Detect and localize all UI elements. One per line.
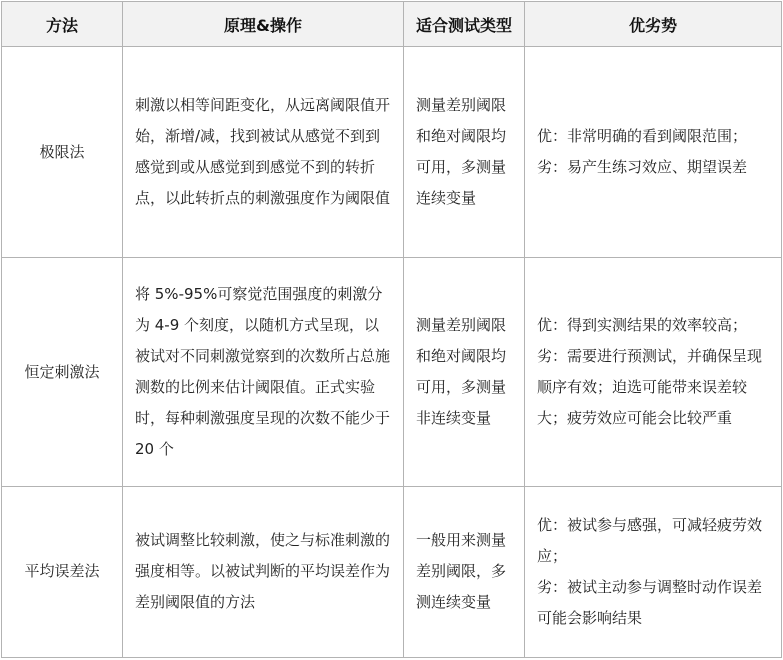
cons-text: 劣：被试主动参与调整时动作误差可能会影响结果 bbox=[537, 577, 763, 627]
principle-cell: 将 5%-95%可察觉范围强度的刺激分为 4-9 个刻度，以随机方式呈现，以被试对不同刺激觉察到的次数所占总施测数的比例来估计阈限值。正式实验时，每种刺激强度呈现的次数不能少于 20 个 bbox=[123, 258, 404, 486]
header-test-type: 适合测试类型 bbox=[404, 2, 525, 47]
method-cell: 极限法 bbox=[2, 47, 123, 258]
header-method: 方法 bbox=[2, 2, 123, 47]
pros-text: 优：被试参与感强，可减轻疲劳效应； bbox=[537, 515, 763, 565]
cons-text: 劣：需要进行预测试，并确保呈现顺序有效；迫选可能带来误差较大；疲劳效应可能会比较严重 bbox=[537, 347, 763, 428]
pros-cons-cell bbox=[525, 47, 782, 258]
pros-cons-cell bbox=[525, 486, 782, 657]
header-principle: 原理&操作 bbox=[123, 2, 404, 47]
method-cell: 恒定刺激法 bbox=[2, 258, 123, 486]
pros-text: 优：非常明确的看到阈限范围； bbox=[537, 127, 748, 146]
comparison-table bbox=[1, 1, 782, 658]
test-type-cell: 测量差别阈限和绝对阈限均可用，多测量连续变量 bbox=[404, 47, 525, 258]
table-row bbox=[2, 47, 782, 258]
header-pros-cons: 优劣势 bbox=[525, 2, 782, 47]
pros-text: 优：得到实测结果的效率较高； bbox=[537, 316, 748, 335]
principle-cell: 刺激以相等间距变化，从远离阈限值开始，渐增/减，找到被试从感觉不到到感觉到或从感觉到到感觉不到的转折点，以此转折点的刺激强度作为阈限值 bbox=[123, 47, 404, 258]
table-row bbox=[2, 486, 782, 657]
method-cell: 平均误差法 bbox=[2, 486, 123, 657]
pros-cons-cell bbox=[525, 258, 782, 486]
cons-text: 劣：易产生练习效应、期望误差 bbox=[537, 158, 748, 177]
principle-cell: 被试调整比较刺激，使之与标准刺激的强度相等。以被试判断的平均误差作为差别阈限值的方法 bbox=[123, 486, 404, 657]
test-type-cell: 测量差别阈限和绝对阈限均可用，多测量非连续变量 bbox=[404, 258, 525, 486]
header-row bbox=[2, 2, 782, 47]
test-type-cell: 一般用来测量差别阈限，多测连续变量 bbox=[404, 486, 525, 657]
table-row bbox=[2, 258, 782, 486]
